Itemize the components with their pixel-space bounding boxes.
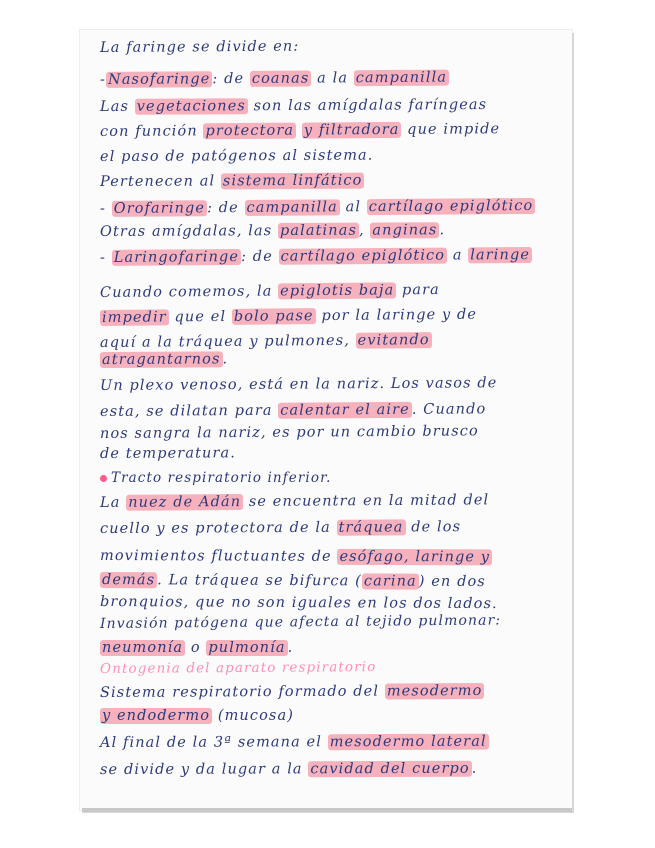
section-heading: Ontogenia del aparato respiratorio	[99, 659, 377, 677]
note-line-28	[100, 706, 294, 726]
section-heading: Tracto respiratorio inferior.	[111, 470, 332, 486]
note-text: a la	[311, 70, 354, 87]
note-text: movimientos fluctuantes de	[99, 548, 338, 565]
highlighted-term: evitando	[357, 332, 430, 349]
note-text: Pertenecen al	[99, 173, 221, 190]
highlighted-term: campanilla	[246, 199, 338, 216]
note-text: -	[99, 71, 107, 88]
note-text: al	[339, 199, 367, 216]
note-text: de temperatura.	[99, 445, 236, 462]
note-text: : de	[212, 70, 250, 88]
highlighted-term: mesodermo	[386, 682, 483, 700]
highlighted-term: calentar el aire	[280, 401, 410, 419]
note-text: Cuando comemos, la	[99, 283, 279, 301]
note-text: Al final de la 3ª semana el	[99, 734, 328, 751]
note-line-19	[100, 490, 489, 513]
highlighted-term: carina	[363, 573, 417, 590]
highlighted-term: Laringofaringe	[113, 249, 240, 266]
note-text: -	[99, 200, 112, 217]
highlighted-term: esófago, laringe y	[339, 548, 491, 566]
note-text: Las	[99, 98, 135, 115]
note-line-2	[100, 68, 449, 90]
highlighted-term: bolo pase	[233, 308, 314, 325]
highlighted-term: campanilla	[355, 69, 448, 87]
note-line-13	[100, 349, 228, 370]
note-text: : de	[207, 199, 245, 217]
note-text: que el	[168, 308, 232, 326]
note-text: Un plexo venoso, está en la nariz. Los vasos de	[99, 375, 498, 394]
note-text: se encuentra en la mitad del	[243, 492, 490, 511]
highlighted-term: protectora	[205, 122, 295, 140]
highlighted-term: Orofaringe	[113, 200, 206, 217]
note-line-17	[100, 443, 236, 464]
highlighted-term: atragantarnos	[101, 351, 221, 368]
highlighted-term: neumonía	[102, 640, 184, 656]
note-text: ) en dos	[418, 573, 486, 591]
note-text: para	[396, 282, 440, 299]
highlighted-term: tráquea	[338, 519, 404, 536]
note-text: La faringe se divide en:	[99, 38, 300, 56]
note-text: . La tráquea se bifurca (	[157, 572, 362, 590]
highlighted-term: palatinas	[279, 222, 358, 240]
note-text: .	[471, 760, 478, 777]
note-line-4	[100, 119, 500, 142]
note-text: son las amígdalas faríngeas	[247, 96, 488, 115]
highlighted-term: cavidad del cuerpo	[310, 760, 470, 778]
highlighted-term: Nasofaringe	[107, 71, 211, 88]
note-line-9	[100, 245, 532, 268]
highlighted-term: cartílago epiglótico	[280, 247, 446, 265]
note-line-26	[100, 657, 376, 679]
note-text: .	[222, 351, 229, 368]
note-text: que impide	[401, 121, 501, 138]
note-text: aquí a la tráquea y pulmones,	[99, 332, 356, 351]
note-line-30	[100, 759, 477, 780]
note-text: a	[447, 247, 469, 264]
note-text: cuello y es protectora de la	[99, 519, 337, 537]
note-text: (mucosa)	[212, 708, 294, 724]
note-text: bronquios, que no son iguales en los dos lados.	[99, 594, 498, 613]
note-line-25	[100, 638, 293, 658]
note-line-1	[100, 37, 299, 58]
note-line-11	[100, 305, 477, 328]
highlighted-term: epiglotis baja	[280, 282, 395, 300]
highlighted-term: y endodermo	[102, 708, 211, 724]
note-line-15	[100, 399, 486, 422]
note-text: La	[99, 494, 127, 511]
note-line-8	[100, 220, 445, 242]
note-text: o	[185, 640, 207, 656]
note-line-5	[100, 146, 374, 167]
note-text: Otras amígdalas, las	[99, 223, 279, 240]
page-shadow	[82, 808, 572, 812]
note-line-3	[100, 95, 487, 117]
note-text: Sistema respiratorio formado del	[99, 683, 385, 701]
highlighted-term: demás	[101, 572, 156, 589]
bullet-icon	[100, 475, 107, 482]
note-line-20	[100, 517, 461, 539]
note-text: Invasión patógena que afecta al tejido pulmonar:	[99, 612, 502, 632]
note-text: por la laringe y de	[315, 306, 478, 325]
note-line-24	[100, 610, 501, 633]
highlighted-term: laringe	[470, 246, 531, 264]
note-text: . Cuando	[411, 401, 487, 418]
note-text: se divide y da lugar a la	[99, 761, 309, 778]
highlighted-term: impedir	[101, 309, 167, 326]
note-text: .	[287, 640, 294, 656]
highlighted-term: cartílago epiglótico	[368, 197, 534, 216]
note-text: nos sangra la nariz, es por un cambio brusco	[99, 423, 479, 442]
note-text: -	[99, 249, 112, 266]
note-text: esta, se dilatan para	[99, 402, 279, 420]
note-line-27	[100, 681, 485, 703]
highlighted-term: vegetaciones	[136, 98, 246, 115]
note-line-18	[100, 468, 332, 488]
note-line-14	[100, 373, 498, 396]
highlighted-term: y filtradora	[303, 121, 400, 139]
highlighted-term: nuez de Adán	[128, 494, 242, 511]
highlighted-term: pulmonía	[208, 640, 286, 656]
note-text: de los	[405, 519, 462, 536]
note-line-6	[100, 171, 365, 192]
note-line-22	[100, 570, 486, 592]
highlighted-term: sistema linfático	[222, 172, 363, 190]
note-text: : de	[241, 248, 279, 266]
note-line-10	[100, 280, 440, 303]
note-line-21	[100, 546, 492, 567]
note-line-16	[100, 421, 479, 444]
highlighted-term: mesodermo lateral	[329, 733, 487, 751]
note-line-7	[100, 196, 535, 219]
note-text: ,	[358, 222, 371, 239]
note-text: .	[439, 222, 446, 239]
highlighted-term: coanas	[251, 70, 310, 87]
highlighted-term: anginas	[372, 222, 438, 239]
note-text: con función	[99, 123, 204, 140]
note-text: el paso de patógenos al sistema.	[99, 147, 374, 165]
note-line-29	[100, 732, 489, 753]
